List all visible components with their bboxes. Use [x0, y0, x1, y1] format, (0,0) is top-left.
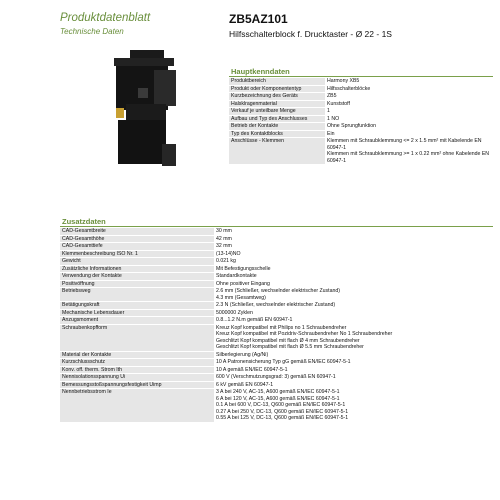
spec-row — [229, 123, 493, 131]
product-code: ZB5AZ101 — [229, 12, 288, 26]
spec-row — [60, 243, 493, 251]
spec-key: Verkauf je unteilbare Menge — [229, 108, 325, 116]
spec-value-line: 4.3 mm (Gesamtweg) — [216, 294, 266, 301]
spec-key: Anschlüsse - Klemmen — [229, 138, 325, 165]
spec-key: Betriebsweg — [60, 288, 214, 302]
product-description: Hilfsschalterblock f. Drucktaster - Ø 22 - 1S — [229, 29, 392, 39]
spec-value-line: 6 kV gemäß EN 60947-1 — [216, 381, 274, 388]
spec-value-line: Harmony XB5 — [327, 78, 360, 84]
spec-row — [60, 258, 493, 266]
spec-value — [214, 288, 493, 302]
spec-value-line: 600 V (Verschmutzungsgrad: 3) gemäß EN 60947-1 — [216, 374, 336, 380]
spec-key: Produkt oder Komponententyp — [229, 85, 325, 93]
spec-value — [325, 93, 493, 101]
spec-row — [60, 273, 493, 281]
spec-value — [325, 123, 493, 131]
extra-section-title: Zusatzdaten — [62, 217, 106, 226]
spec-key: Typ des Kontaktblocks — [229, 130, 325, 138]
spec-value-line: 30 mm — [216, 228, 232, 234]
spec-value-line: Ein — [327, 130, 335, 137]
spec-value-line: 0.8...1.2 N.m gemäß EN 60947-1 — [216, 317, 293, 323]
spec-key: CAD-Gesamttiefe — [60, 243, 214, 251]
spec-value-line: Ohne positiver Eingang — [216, 280, 270, 287]
spec-value-line: 10 A Patronensicherung Typ gG gemäß EN/IEC 60947-5-1 — [216, 359, 351, 365]
spec-key: CAD-Gesamthöhe — [60, 235, 214, 243]
spec-value-line: Geschlitzt Kopf kompatibel mit flach Ø 4 mm Schraubendreher — [216, 337, 360, 344]
spec-key: Bemessungsstoßspannungsfestigkeit Uimp — [60, 381, 214, 389]
spec-value — [214, 228, 493, 235]
spec-value — [214, 317, 493, 325]
spec-key: Nennisolationsspannung Ui — [60, 374, 214, 382]
spec-value-line: Hilfsschalterblöcke — [327, 85, 371, 92]
spec-key: Zusätzliche Informationen — [60, 265, 214, 273]
spec-row — [229, 138, 493, 165]
spec-value — [214, 389, 493, 423]
spec-value — [325, 130, 493, 138]
spec-row — [60, 280, 493, 288]
spec-value-line: (13-14)NO — [216, 250, 241, 257]
spec-key: Anzugsmoment — [60, 317, 214, 325]
main-spec-table — [229, 78, 493, 165]
spec-value — [325, 115, 493, 123]
spec-value-line: Ohne Sprungfunktion — [327, 123, 377, 129]
spec-key: Kurzschlussschutz — [60, 359, 214, 367]
spec-row — [60, 381, 493, 389]
spec-row — [60, 265, 493, 273]
spec-row — [229, 78, 493, 85]
spec-row — [60, 359, 493, 367]
spec-value-line: 2.3 N (Schließer, wechselnder elektrischer Zustand) — [216, 302, 336, 308]
spec-row — [60, 309, 493, 317]
spec-value-line: Klemmen mit Schraubklemmung <= 2 x 1.5 mm² mit Kabelende EN 60947-1 — [327, 138, 482, 151]
spec-value — [214, 250, 493, 258]
spec-value — [214, 359, 493, 367]
spec-value — [214, 381, 493, 389]
spec-key: Kurzbezeichnung des Geräts — [229, 93, 325, 101]
spec-row — [60, 317, 493, 325]
spec-key: Betrieb der Kontakte — [229, 123, 325, 131]
spec-value — [214, 309, 493, 317]
spec-value-line: 1 NO — [327, 115, 340, 122]
spec-key: Produktbereich — [229, 78, 325, 85]
spec-row — [60, 351, 493, 359]
main-section-title: Hauptkenndaten — [231, 67, 290, 76]
spec-row — [60, 389, 493, 423]
spec-row — [229, 108, 493, 116]
spec-key: Halsklragenmaterial — [229, 100, 325, 108]
spec-key: Aufbau und Typ des Anschlusses — [229, 115, 325, 123]
spec-row — [229, 130, 493, 138]
spec-value-line: 0.27 A bei 250 V, DC-13, Q600 gemäß EN/IEC 60947-5-1 — [216, 408, 349, 415]
spec-value-line: Kunststoff — [327, 100, 350, 107]
spec-value-line: Mit Befestigungsschelle — [216, 265, 271, 272]
extra-spec-table — [60, 228, 493, 423]
document-title: Produktdatenblatt — [60, 12, 151, 24]
spec-value — [325, 108, 493, 116]
spec-key: Verwendung der Kontakte — [60, 273, 214, 281]
spec-row — [60, 324, 493, 351]
spec-value-line: Kreuz Kopf kompatibel mit Philips no 1 Schraubendreher — [216, 324, 347, 331]
spec-key: Gewicht — [60, 258, 214, 266]
spec-key: Konv. off. therm. Strom Ith — [60, 366, 214, 374]
spec-value-line: ZB5 — [327, 93, 337, 99]
spec-value-line: 42 mm — [216, 235, 232, 242]
spec-value-line: 3 A bei 240 V, AC-15, A600 gemäß EN/IEC 60947-5-1 — [216, 389, 340, 395]
spec-row — [229, 93, 493, 101]
spec-value — [325, 138, 493, 165]
spec-key: Nennbetriebsstrom Ie — [60, 389, 214, 423]
document-subtitle: Technische Daten — [60, 27, 124, 36]
spec-value — [325, 100, 493, 108]
spec-value — [214, 324, 493, 351]
spec-value — [214, 265, 493, 273]
spec-key: Positivöffnung — [60, 280, 214, 288]
spec-row — [60, 374, 493, 382]
extra-section-rule — [60, 226, 493, 227]
spec-row — [229, 85, 493, 93]
spec-row — [60, 228, 493, 235]
spec-row — [229, 115, 493, 123]
spec-value-line: 6 A bei 120 V, AC-15, A600 gemäß EN/IEC 60947-5-1 — [216, 395, 340, 402]
spec-value — [214, 366, 493, 374]
spec-value — [214, 280, 493, 288]
spec-value-line: 0.1 A bei 600 V, DC-13, Q600 gemäß EN/IEC 60947-5-1 — [216, 402, 346, 408]
spec-value-line: 0.021 kg — [216, 258, 236, 264]
spec-value-line: 1 — [327, 108, 330, 114]
spec-value — [214, 302, 493, 310]
spec-value — [214, 351, 493, 359]
main-section-rule — [229, 76, 493, 77]
spec-value-line: 10 A gemäß EN/IEC 60947-5-1 — [216, 366, 288, 373]
spec-row — [60, 302, 493, 310]
spec-key: Schraubenkopfform — [60, 324, 214, 351]
spec-row — [60, 288, 493, 302]
product-header — [229, 12, 392, 39]
spec-value-line: Geschlitzt Kopf kompatibel mit flach Ø 5.5 mm Schraubendreher — [216, 344, 364, 350]
spec-value — [325, 78, 493, 85]
spec-value-line: 2.6 mm (Schließer, wechselnder elektrischer Zustand) — [216, 288, 340, 294]
spec-key: Mechanische Lebensdauer — [60, 309, 214, 317]
spec-value-line: Silberlegierung (Ag/Ni) — [216, 351, 269, 358]
spec-row — [60, 250, 493, 258]
document-header — [60, 12, 150, 36]
spec-value — [214, 235, 493, 243]
spec-value — [214, 243, 493, 251]
spec-key: Material der Kontakte — [60, 351, 214, 359]
spec-key: Betätigungskraft — [60, 302, 214, 310]
spec-row — [60, 366, 493, 374]
spec-value-line: Standardkontakte — [216, 273, 257, 279]
spec-key: Klemmenbeschreibung ISO Nr. 1 — [60, 250, 214, 258]
spec-value-line: 0.55 A bei 125 V, DC-13, Q600 gemäß EN/IEC 60947-5-1 — [216, 415, 349, 421]
spec-value-line: Klemmen mit Schraubklemmung >= 1 x 0.22 mm² ohne Kabelende EN 60947-1 — [327, 151, 490, 164]
spec-value — [214, 258, 493, 266]
spec-row — [229, 100, 493, 108]
spec-row — [60, 235, 493, 243]
spec-value — [214, 273, 493, 281]
spec-key: CAD-Gesamtbreite — [60, 228, 214, 235]
spec-value — [214, 374, 493, 382]
spec-value-line: 32 mm — [216, 243, 232, 249]
spec-value-line: 5000000 Zyklen — [216, 309, 253, 316]
product-photo — [110, 48, 180, 170]
spec-value-line: Kreuz Kopf kompatibel mit Pozidriv-Schraubendreher No 1 Schraubendreher — [216, 331, 393, 337]
spec-value — [325, 85, 493, 93]
